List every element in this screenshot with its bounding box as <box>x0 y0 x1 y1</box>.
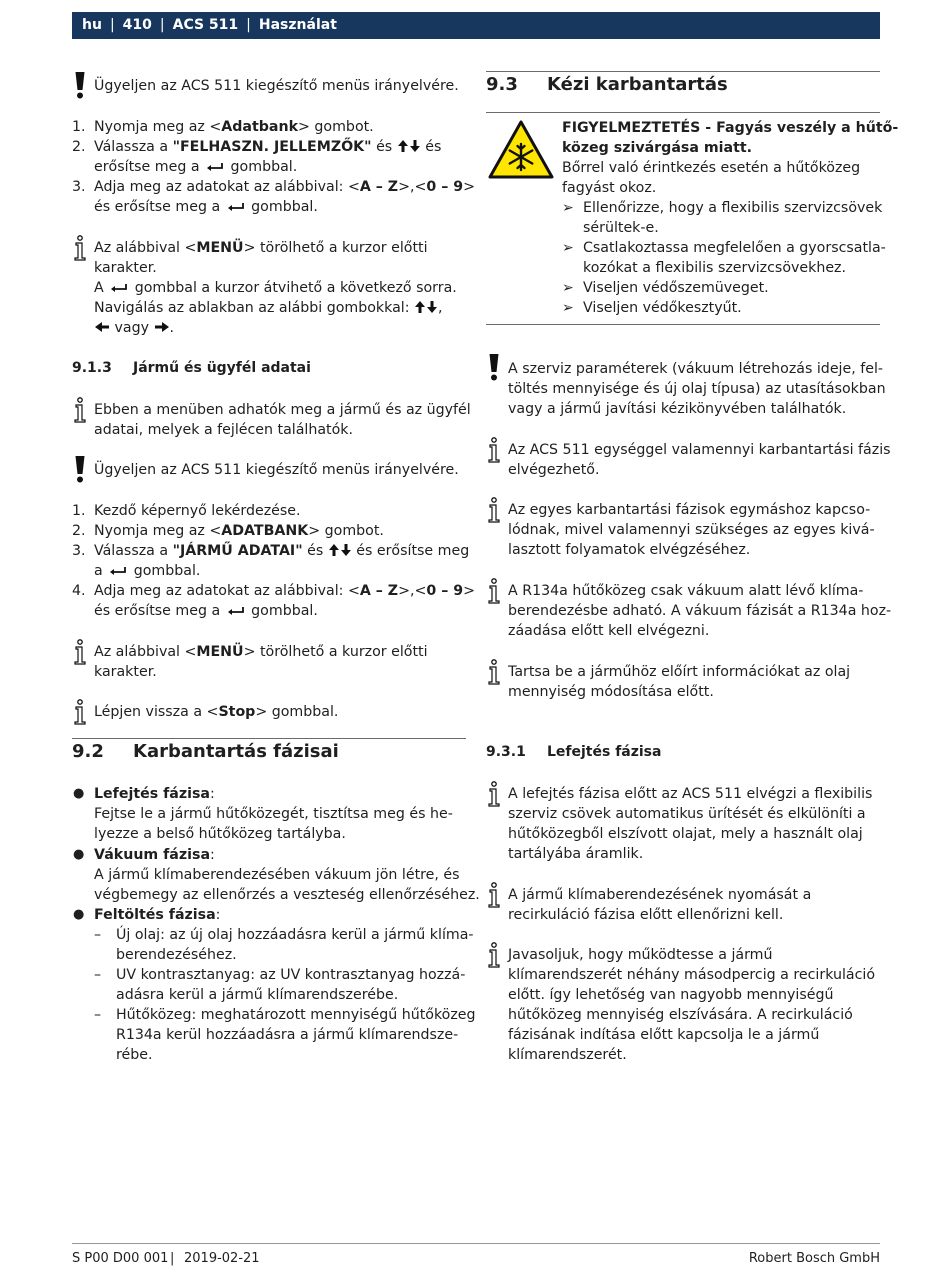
arrow-down-icon <box>409 139 421 153</box>
warning-title: közeg szivárgása miatt. <box>562 140 753 156</box>
phase-title: Vákuum fázisa: <box>94 847 215 863</box>
phase-sub-text: Új olaj: az új olaj hozzáadásra kerül a jármű klíma- <box>116 927 474 943</box>
step-text: Adja meg az adatokat az alábbival: <A – Z>,<0 – 9> <box>94 179 475 195</box>
enter-key-icon <box>206 162 224 172</box>
header-lang: hu <box>82 17 102 33</box>
arrow-left-icon <box>94 321 110 333</box>
step-number: 2. <box>72 523 86 539</box>
info-icon <box>73 699 87 725</box>
footer-doc-number: S P00 D00 001 <box>72 1251 169 1266</box>
warning-text: fagyást okoz. <box>562 180 657 196</box>
section-title: Kézi karbantartás <box>547 74 728 95</box>
info-text: elvégezhető. <box>508 462 600 478</box>
section-number: 9.1.3 <box>72 360 112 376</box>
warning-item: Viseljen védőszemüveget. <box>583 280 769 296</box>
exclamation-icon <box>73 455 87 483</box>
info-text: Az alábbival <MENÜ> törölhető a kurzor előtti <box>94 644 428 660</box>
step-number: 4. <box>72 583 86 599</box>
divider <box>72 738 466 739</box>
step-text: Válassza a "JÁRMŰ ADATAI" és és erősítse meg <box>94 543 470 559</box>
info-text: berendezésbe adható. A vákuum fázisát a R134a hoz- <box>508 603 892 619</box>
info-icon <box>487 437 501 463</box>
footer-date: 2019-02-21 <box>184 1251 260 1266</box>
step-text: Adja meg az adatokat az alábbival: <A – Z>,<0 – 9> <box>94 583 475 599</box>
note-text: Ügyeljen az ACS 511 kiegészítő menüs irányelvére. <box>94 462 459 478</box>
info-text: adatai, melyek a fejlécen találhatók. <box>94 422 354 438</box>
info-text: Az egyes karbantartási fázisok egymáshoz kapcso- <box>508 502 871 518</box>
info-text: előtt. így lehetőség van nagyobb mennyiségű <box>508 987 834 1003</box>
footer-separator: | <box>170 1251 175 1266</box>
info-text: karakter. <box>94 664 157 680</box>
chevron-bullet-icon: ➢ <box>562 200 574 216</box>
phase-text: végbemegy az ellenőrzés a veszteség ellenőrzéséhez. <box>94 887 480 903</box>
warning-item: sérültek-e. <box>583 220 659 236</box>
note-text: Ügyeljen az ACS 511 kiegészítő menüs irányelvére. <box>94 78 459 94</box>
note-text: A szerviz paraméterek (vákuum létrehozás ideje, fel- <box>508 361 884 377</box>
dash: – <box>94 927 102 943</box>
arrow-right-icon <box>154 321 170 333</box>
phase-title: Lefejtés fázisa: <box>94 786 215 802</box>
warning-item: Csatlakoztassa megfelelően a gyorscsatla- <box>583 240 886 256</box>
info-text: Az ACS 511 egységgel valamennyi karbantartási fázis <box>508 442 891 458</box>
chevron-bullet-icon: ➢ <box>562 240 574 256</box>
info-text: Ebben a menüben adhatók meg a jármű és az ügyfél <box>94 402 471 418</box>
info-icon <box>73 639 87 665</box>
info-text: klímarendszerét néhány másodpercig a recirkuláció <box>508 967 876 983</box>
step-text: Kezdő képernyő lekérdezése. <box>94 503 301 519</box>
section-number: 9.3.1 <box>486 744 526 760</box>
phase-text: Fejtse le a jármű hűtőközegét, tisztítsa meg és he- <box>94 806 453 822</box>
arrow-up-icon <box>414 300 426 314</box>
phase-text: A jármű klímaberendezésében vákuum jön létre, és <box>94 867 460 883</box>
info-text: fázisának indítása előtt kapcsolja le a jármű <box>508 1027 820 1043</box>
info-text: Az alábbival <MENÜ> törölhető a kurzor előtti <box>94 240 428 256</box>
bullet: ● <box>73 847 85 862</box>
warning-item: Viseljen védőkesztyűt. <box>583 300 742 316</box>
enter-key-icon <box>227 606 245 616</box>
dash: – <box>94 1007 102 1023</box>
warning-text: Bőrrel való érintkezés esetén a hűtőközeg <box>562 160 861 176</box>
step-text: Nyomja meg az <ADATBANK> gombot. <box>94 523 384 539</box>
page-header: hu | 410 | ACS 511 | Használat <box>72 12 880 39</box>
arrow-up-icon <box>397 139 409 153</box>
info-icon <box>487 882 501 908</box>
info-text: karakter. <box>94 260 157 276</box>
info-text: vagy . <box>94 318 174 338</box>
divider <box>486 324 880 325</box>
section-number: 9.3 <box>486 74 518 95</box>
bullet: ● <box>73 907 85 922</box>
info-icon <box>73 397 87 423</box>
bullet: ● <box>73 786 85 801</box>
info-text: tartályába áramlik. <box>508 846 644 862</box>
arrow-down-icon <box>426 300 438 314</box>
warning-item: Ellenőrizze, hogy a flexibilis szervizcsövek <box>583 200 883 216</box>
step-text: Nyomja meg az <Adatbank> gombot. <box>94 119 374 135</box>
info-text: A jármű klímaberendezésének nyomását a <box>508 887 812 903</box>
info-text: Javasoljuk, hogy működtesse a jármű <box>508 947 773 963</box>
info-text: lódnak, mivel valamennyi szükséges az egyes kivá- <box>508 522 875 538</box>
enter-key-icon <box>110 283 128 293</box>
divider <box>486 71 880 72</box>
step-number: 3. <box>72 543 86 559</box>
step-text: erősítse meg a gombbal. <box>94 159 298 175</box>
header-product: ACS 511 <box>172 17 239 33</box>
phase-text: lyezze a belső hűtőközeg tartályba. <box>94 826 346 842</box>
arrow-up-icon <box>328 543 340 557</box>
info-text: klímarendszerét. <box>508 1047 627 1063</box>
phase-sub-text: Hűtőközeg: meghatározott mennyiségű hűtőközeg <box>116 1007 476 1023</box>
step-text: és erősítse meg a gombbal. <box>94 199 318 215</box>
divider <box>486 112 880 113</box>
info-text: A gombbal a kurzor átvihető a következő sorra. <box>94 280 457 296</box>
header-section: Használat <box>258 17 337 33</box>
enter-key-icon <box>109 566 127 576</box>
info-text: hűtőközeg mennyiség elszívására. A recirkuláció <box>508 1007 853 1023</box>
info-icon <box>487 659 501 685</box>
exclamation-icon <box>487 353 501 381</box>
arrow-down-icon <box>340 543 352 557</box>
info-text: Tartsa be a járműhöz előírt információkat az olaj <box>508 664 851 680</box>
note-text: töltés mennyisége és új olaj típusa) az utasításokban <box>508 381 886 397</box>
info-text: recirkuláció fázisa előtt ellenőrizni kell. <box>508 907 784 923</box>
section-title: Jármű és ügyfél adatai <box>133 360 311 376</box>
info-text: Navigálás az ablakban az alábbi gombokkal: , <box>94 300 443 316</box>
section-title: Lefejtés fázisa <box>547 744 662 760</box>
section-title: Karbantartás fázisai <box>133 741 339 762</box>
phase-sub-text: berendezéséhez. <box>116 947 237 963</box>
step-number: 1. <box>72 119 86 135</box>
info-icon <box>487 781 501 807</box>
phase-sub-text: adásra kerül a jármű klímarendszerébe. <box>116 987 399 1003</box>
frost-warning-icon <box>488 120 554 180</box>
step-text: Válassza a "FELHASZN. JELLEMZŐK" és és <box>94 139 442 155</box>
chevron-bullet-icon: ➢ <box>562 280 574 296</box>
section-number: 9.2 <box>72 741 104 762</box>
info-icon <box>487 578 501 604</box>
info-text: Lépjen vissza a <Stop> gombbal. <box>94 704 339 720</box>
step-number: 1. <box>72 503 86 519</box>
phase-title: Feltöltés fázisa: <box>94 907 221 923</box>
header-page: 410 <box>122 17 152 33</box>
info-icon <box>487 497 501 523</box>
info-text: A lefejtés fázisa előtt az ACS 511 elvégzi a flexibilis <box>508 786 873 802</box>
info-text: mennyiség módosítása előtt. <box>508 684 714 700</box>
info-icon <box>487 942 501 968</box>
exclamation-icon <box>73 71 87 99</box>
footer-company: Robert Bosch GmbH <box>748 1251 880 1266</box>
dash: – <box>94 967 102 983</box>
note-text: vagy a jármű javítási kézikönyvében találhatók. <box>508 401 847 417</box>
info-icon <box>73 235 87 261</box>
warning-item: kozókat a flexibilis szervizcsövekhez. <box>583 260 847 276</box>
phase-sub-text: UV kontrasztanyag: az UV kontrasztanyag hozzá- <box>116 967 466 983</box>
step-text: és erősítse meg a gombbal. <box>94 603 318 619</box>
phase-sub-text: rébe. <box>116 1047 153 1063</box>
info-text: lasztott folyamatok elvégzéséhez. <box>508 542 751 558</box>
chevron-bullet-icon: ➢ <box>562 300 574 316</box>
enter-key-icon <box>227 202 245 212</box>
step-number: 3. <box>72 179 86 195</box>
info-text: záadása előtt kell elvégezni. <box>508 623 710 639</box>
footer-divider <box>72 1243 880 1244</box>
step-number: 2. <box>72 139 86 155</box>
info-text: hűtőközegből elszívott olajat, mely a használt olaj <box>508 826 863 842</box>
phase-sub-text: R134a kerül hozzáadásra a jármű klímarendsze- <box>116 1027 459 1043</box>
step-text: a gombbal. <box>94 563 201 579</box>
info-text: szerviz csövek automatikus ürítését és elkülöníti a <box>508 806 866 822</box>
warning-title: FIGYELMEZTETÉS - Fagyás veszély a hűtő- <box>562 120 899 136</box>
info-text: A R134a hűtőközeg csak vákuum alatt lévő klíma- <box>508 583 864 599</box>
